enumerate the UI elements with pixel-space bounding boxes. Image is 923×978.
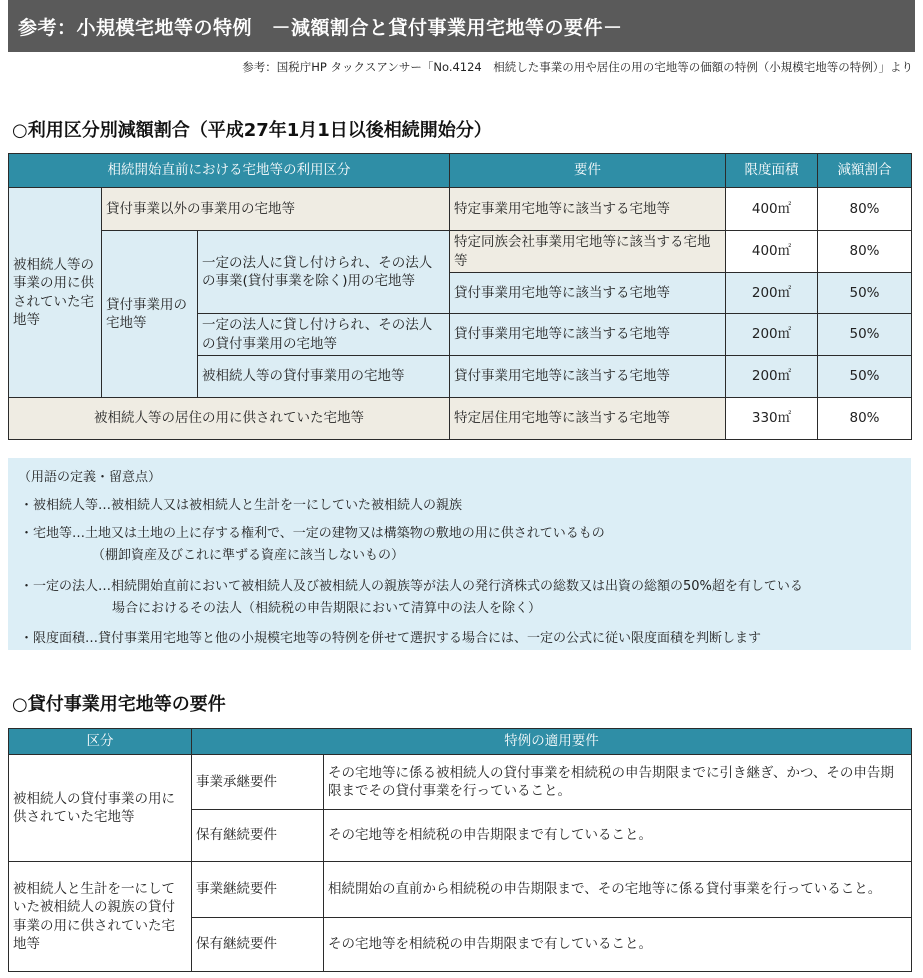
area-cell: 330㎡ bbox=[726, 398, 818, 440]
rate-cell: 50% bbox=[818, 356, 912, 398]
requirement-cell: 貸付事業用宅地等に該当する宅地等 bbox=[450, 314, 726, 356]
usage-cell: 被相続人等の居住の用に供されていた宅地等 bbox=[9, 398, 450, 440]
rate-cell: 50% bbox=[818, 273, 912, 314]
reduction-rate-table bbox=[8, 153, 912, 440]
requirement-cell: 貸付事業用宅地等に該当する宅地等 bbox=[450, 273, 726, 314]
requirement-name: 事業承継要件 bbox=[192, 755, 324, 810]
lending-requirements-table bbox=[8, 728, 912, 972]
usage-cell: 貸付事業以外の事業用の宅地等 bbox=[102, 188, 450, 231]
rate-cell: 80% bbox=[818, 231, 912, 273]
note-item: ・一定の法人…相続開始直前において被相続人及び被相続人の親族等が法人の発行済株式の総数又は出資の総額の50%超を有している bbox=[20, 579, 803, 594]
requirement-cell: 特定居住用宅地等に該当する宅地等 bbox=[450, 398, 726, 440]
requirement-name: 事業継続要件 bbox=[192, 862, 324, 918]
rate-cell: 50% bbox=[818, 314, 912, 356]
requirement-detail: その宅地等に係る被相続人の貸付事業を相続税の申告期限までに引き継ぎ、かつ、その申告期限までその貸付事業を行っていること。 bbox=[324, 755, 912, 810]
requirement-detail: その宅地等を相続税の申告期限まで有していること。 bbox=[324, 918, 912, 972]
requirement-cell: 貸付事業用宅地等に該当する宅地等 bbox=[450, 356, 726, 398]
area-cell: 200㎡ bbox=[726, 314, 818, 356]
rate-cell: 80% bbox=[818, 188, 912, 231]
category-cell: 被相続人と生計を一にしていた被相続人の親族の貸付事業の用に供されていた宅地等 bbox=[9, 862, 192, 972]
usage-cell: 被相続人等の貸付事業用の宅地等 bbox=[198, 356, 450, 398]
source-note: 参考：国税庁HP タックスアンサー「No.4124 相続した事業の用や居住の用の宅地等の価額の特例（小規模宅地等の特例）」より bbox=[242, 60, 913, 74]
requirement-cell: 特定同族会社事業用宅地等に該当する宅地等 bbox=[450, 231, 726, 273]
usage-cell: 一定の法人に貸し付けられ、その法人の貸付事業用の宅地等 bbox=[198, 314, 450, 356]
requirement-name: 保有継続要件 bbox=[192, 918, 324, 972]
area-cell: 200㎡ bbox=[726, 273, 818, 314]
note-item-continued: 場合におけるその法人（相続税の申告期限において清算中の法人を除く） bbox=[112, 601, 542, 616]
business-use-group-label: 被相続人等の事業の用に供されていた宅地等 bbox=[9, 188, 102, 398]
requirement-detail: 相続開始の直前から相続税の申告期限まで、その宅地等に係る貸付事業を行っていること。 bbox=[324, 862, 912, 918]
requirement-cell: 特定事業用宅地等に該当する宅地等 bbox=[450, 188, 726, 231]
notes-heading: （用語の定義・留意点） bbox=[18, 470, 162, 485]
area-cell: 200㎡ bbox=[726, 356, 818, 398]
header-requirement: 要件 bbox=[450, 154, 726, 188]
header-area: 限度面積 bbox=[726, 154, 818, 188]
header-application-requirement: 特例の適用要件 bbox=[192, 729, 912, 755]
category-cell: 被相続人の貸付事業の用に供されていた宅地等 bbox=[9, 755, 192, 862]
page-title: 参考：小規模宅地等の特例 －減額割合と貸付事業用宅地等の要件－ bbox=[18, 17, 623, 39]
lending-business-label: 貸付事業用の宅地等 bbox=[102, 231, 198, 398]
requirement-detail: その宅地等を相続税の申告期限まで有していること。 bbox=[324, 810, 912, 862]
note-item: ・限度面積…貸付事業用宅地等と他の小規模宅地等の特例を併せて選択する場合には、一定の公式に従い限度面積を判断します bbox=[20, 631, 762, 646]
note-item-continued: （棚卸資産及びこれに準ずる資産に該当しないもの） bbox=[92, 548, 405, 563]
note-item: ・被相続人等…被相続人又は被相続人と生計を一にしていた被相続人の親族 bbox=[20, 498, 463, 513]
usage-cell: 一定の法人に貸し付けられ、その法人の事業(貸付事業を除く)用の宅地等 bbox=[198, 231, 450, 314]
area-cell: 400㎡ bbox=[726, 231, 818, 273]
section2-title: ○貸付事業用宅地等の要件 bbox=[12, 694, 226, 715]
header-usage: 相続開始直前における宅地等の利用区分 bbox=[9, 154, 450, 188]
title-bar bbox=[8, 0, 915, 52]
header-rate: 減額割合 bbox=[818, 154, 912, 188]
area-cell: 400㎡ bbox=[726, 188, 818, 231]
requirement-name: 保有継続要件 bbox=[192, 810, 324, 862]
rate-cell: 80% bbox=[818, 398, 912, 440]
definitions-box bbox=[8, 458, 911, 650]
note-item: ・宅地等…土地又は土地の上に存する権利で、一定の建物又は構築物の敷地の用に供されているもの bbox=[20, 526, 605, 541]
section1-title: ○利用区分別減額割合（平成27年1月1日以後相続開始分） bbox=[12, 120, 492, 141]
header-category: 区分 bbox=[9, 729, 192, 755]
